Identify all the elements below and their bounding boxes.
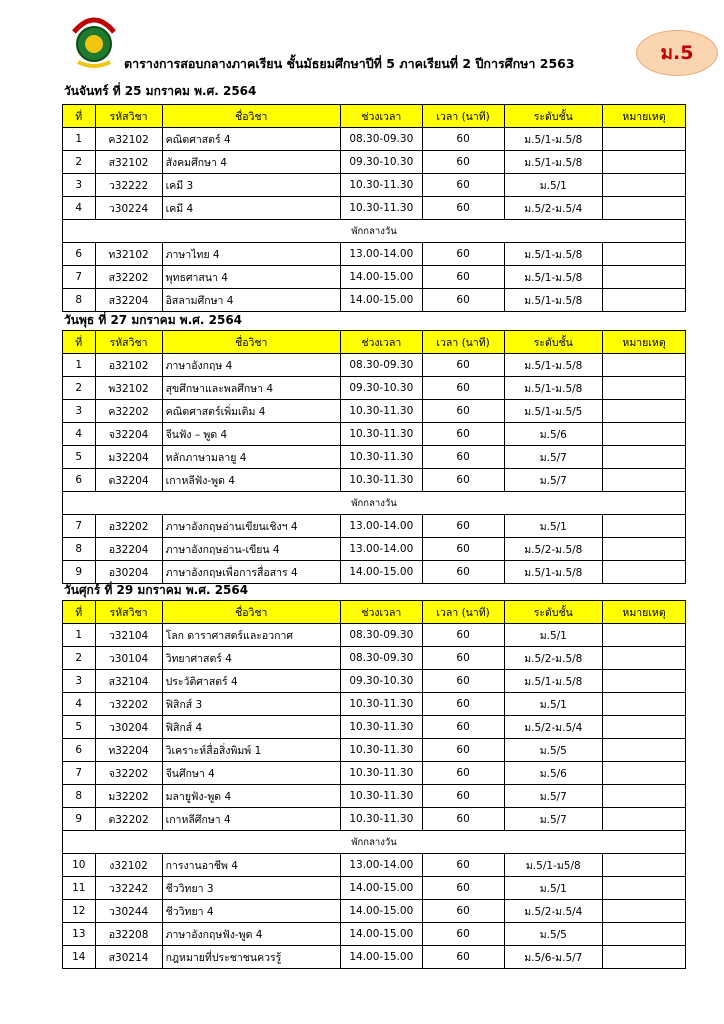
table-cell xyxy=(603,151,686,174)
table-cell xyxy=(603,446,686,469)
table-row xyxy=(63,762,686,785)
table-cell: 09.30-10.30 xyxy=(340,670,422,693)
table-cell: 8 xyxy=(63,289,96,312)
table-cell: 4 xyxy=(63,693,96,716)
table-cell: อ32208 xyxy=(95,923,162,946)
table-cell xyxy=(603,469,686,492)
table-cell: 10.30-11.30 xyxy=(340,446,422,469)
table-cell: 60 xyxy=(422,624,504,647)
table-cell xyxy=(603,624,686,647)
table-cell: ม32204 xyxy=(95,446,162,469)
table-cell: ม.5/2-ม.5/4 xyxy=(504,716,603,739)
column-header: รหัสวิชา xyxy=(95,331,162,354)
column-header: ช่วงเวลา xyxy=(340,601,422,624)
column-header: ระดับชั้น xyxy=(504,105,603,128)
table-cell: 10 xyxy=(63,854,96,877)
table-cell: 60 xyxy=(422,197,504,220)
table-row xyxy=(63,538,686,561)
table-cell: ชีววิทยา 3 xyxy=(162,877,340,900)
table-cell: เคมี 4 xyxy=(162,197,340,220)
table-cell: ว30104 xyxy=(95,647,162,670)
table-cell: 08.30-09.30 xyxy=(340,128,422,151)
table-cell: ม.5/2-ม.5/4 xyxy=(504,197,603,220)
lunch-break-label: พักกลางวัน xyxy=(63,831,686,854)
table-cell: 60 xyxy=(422,946,504,969)
column-header: ชื่อวิชา xyxy=(162,331,340,354)
table-cell: 60 xyxy=(422,289,504,312)
table-cell: สังคมศึกษา 4 xyxy=(162,151,340,174)
table-row xyxy=(63,469,686,492)
table-cell: วิเคราะห์สื่อสิ่งพิมพ์ 1 xyxy=(162,739,340,762)
table-cell: ส32102 xyxy=(95,151,162,174)
table-cell: ม.5/1-ม.5/8 xyxy=(504,670,603,693)
table-cell: ม.5/1-ม.5/8 xyxy=(504,243,603,266)
table-cell xyxy=(603,693,686,716)
table-cell: 4 xyxy=(63,197,96,220)
day-heading: วันพุธ ที่ 27 มกราคม พ.ศ. 2564 xyxy=(64,313,243,327)
table-cell: ท32204 xyxy=(95,739,162,762)
table-cell: 60 xyxy=(422,400,504,423)
table-cell: ม.5/7 xyxy=(504,785,603,808)
table-cell: ม.5/6-ม.5/7 xyxy=(504,946,603,969)
table-cell: 60 xyxy=(422,877,504,900)
table-cell: 14.00-15.00 xyxy=(340,877,422,900)
table-cell xyxy=(603,946,686,969)
column-header: เวลา (นาที) xyxy=(422,105,504,128)
table-cell: คณิตศาสตร์ 4 xyxy=(162,128,340,151)
table-cell: 60 xyxy=(422,693,504,716)
column-header: หมายเหตุ xyxy=(603,331,686,354)
lunch-break-label: พักกลางวัน xyxy=(63,492,686,515)
table-cell: 1 xyxy=(63,128,96,151)
table-cell xyxy=(603,515,686,538)
table-cell: ส30214 xyxy=(95,946,162,969)
table-cell xyxy=(603,785,686,808)
table-cell: ท32102 xyxy=(95,243,162,266)
table-cell: เกาหลีฟัง-พูด 4 xyxy=(162,469,340,492)
table-cell: 60 xyxy=(422,354,504,377)
table-row xyxy=(63,128,686,151)
table-cell: อ32204 xyxy=(95,538,162,561)
column-header: ชื่อวิชา xyxy=(162,601,340,624)
table-cell xyxy=(603,647,686,670)
table-cell: 13.00-14.00 xyxy=(340,243,422,266)
table-cell: ง32102 xyxy=(95,854,162,877)
table-cell: ประวัติศาสตร์ 4 xyxy=(162,670,340,693)
table-cell: 14.00-15.00 xyxy=(340,266,422,289)
table-cell: พุทธศาสนา 4 xyxy=(162,266,340,289)
table-cell xyxy=(603,762,686,785)
table-cell: 60 xyxy=(422,647,504,670)
table-cell: ว32202 xyxy=(95,693,162,716)
day-heading: วันศุกร์ ที่ 29 มกราคม พ.ศ. 2564 xyxy=(64,583,249,597)
table-cell: 60 xyxy=(422,808,504,831)
table-cell: 10.30-11.30 xyxy=(340,423,422,446)
table-cell: 14.00-15.00 xyxy=(340,946,422,969)
table-row xyxy=(63,243,686,266)
table-cell: ม.5/2-ม.5/4 xyxy=(504,900,603,923)
table-cell: 60 xyxy=(422,446,504,469)
table-row xyxy=(63,716,686,739)
column-header: รหัสวิชา xyxy=(95,601,162,624)
table-cell: 10.30-11.30 xyxy=(340,785,422,808)
table-cell: หลักภาษามลายู 4 xyxy=(162,446,340,469)
table-row xyxy=(63,854,686,877)
table-row xyxy=(63,377,686,400)
table-cell xyxy=(603,354,686,377)
table-row xyxy=(63,515,686,538)
table-cell: พ32102 xyxy=(95,377,162,400)
table-cell: มลายูฟัง-พูด 4 xyxy=(162,785,340,808)
column-header: ที่ xyxy=(63,601,96,624)
table-cell: 3 xyxy=(63,400,96,423)
table-cell: ส32104 xyxy=(95,670,162,693)
table-cell: 3 xyxy=(63,670,96,693)
table-cell: จีนฟัง – พูด 4 xyxy=(162,423,340,446)
table-header-row xyxy=(63,105,686,128)
table-cell: ค32202 xyxy=(95,400,162,423)
table-cell xyxy=(603,289,686,312)
table-cell: 60 xyxy=(422,151,504,174)
table-cell: ชีววิทยา 4 xyxy=(162,900,340,923)
table-cell: 6 xyxy=(63,469,96,492)
table-row xyxy=(63,647,686,670)
table-row xyxy=(63,900,686,923)
column-header: รหัสวิชา xyxy=(95,105,162,128)
table-row xyxy=(63,670,686,693)
table-cell: 60 xyxy=(422,854,504,877)
table-cell xyxy=(603,197,686,220)
table-cell: 13.00-14.00 xyxy=(340,854,422,877)
table-cell: อ30204 xyxy=(95,561,162,584)
table-cell: ว30224 xyxy=(95,197,162,220)
day-heading: วันจันทร์ ที่ 25 มกราคม พ.ศ. 2564 xyxy=(64,84,257,98)
table-cell: สุขศึกษาและพลศึกษา 4 xyxy=(162,377,340,400)
table-cell: 8 xyxy=(63,538,96,561)
table-cell: ภาษาอังกฤษอ่าน-เขียน 4 xyxy=(162,538,340,561)
column-header: ช่วงเวลา xyxy=(340,105,422,128)
table-row xyxy=(63,923,686,946)
table-row xyxy=(63,739,686,762)
table-cell: 7 xyxy=(63,266,96,289)
table-cell: 09.30-10.30 xyxy=(340,151,422,174)
table-cell xyxy=(603,561,686,584)
document-title: ตารางการสอบกลางภาคเรียน ชั้นมัธยมศึกษาปีที่ 5 ภาคเรียนที่ 2 ปีการศึกษา 2563 xyxy=(124,56,575,71)
lunch-break-row xyxy=(63,220,686,243)
table-cell xyxy=(603,266,686,289)
table-cell: 12 xyxy=(63,900,96,923)
table-cell: ว32222 xyxy=(95,174,162,197)
table-cell: เคมี 3 xyxy=(162,174,340,197)
table-cell: 1 xyxy=(63,354,96,377)
table-cell xyxy=(603,854,686,877)
table-row xyxy=(63,174,686,197)
lunch-break-label: พักกลางวัน xyxy=(63,220,686,243)
table-cell: 10.30-11.30 xyxy=(340,808,422,831)
table-row xyxy=(63,446,686,469)
table-cell: ม.5/1-ม.5/8 xyxy=(504,151,603,174)
table-cell: ม.5/5 xyxy=(504,923,603,946)
table-cell: 8 xyxy=(63,785,96,808)
lunch-break-row xyxy=(63,831,686,854)
table-cell: 6 xyxy=(63,243,96,266)
schedule-table xyxy=(62,104,686,312)
table-cell: 14.00-15.00 xyxy=(340,289,422,312)
table-row xyxy=(63,693,686,716)
table-cell: 13.00-14.00 xyxy=(340,515,422,538)
table-cell: 60 xyxy=(422,243,504,266)
table-cell: 60 xyxy=(422,538,504,561)
table-cell: 10.30-11.30 xyxy=(340,174,422,197)
table-cell xyxy=(603,900,686,923)
table-cell: ม.5/6 xyxy=(504,762,603,785)
table-cell: 10.30-11.30 xyxy=(340,469,422,492)
table-cell: ม.5/7 xyxy=(504,469,603,492)
table-cell: ม.5/1-ม.5/8 xyxy=(504,289,603,312)
column-header: ที่ xyxy=(63,331,96,354)
table-cell: ว30204 xyxy=(95,716,162,739)
table-cell: 9 xyxy=(63,808,96,831)
column-header: ช่วงเวลา xyxy=(340,331,422,354)
table-cell: ภาษาอังกฤษ 4 xyxy=(162,354,340,377)
table-row xyxy=(63,400,686,423)
table-cell: ม.5/1-ม.5/8 xyxy=(504,266,603,289)
table-cell: 2 xyxy=(63,377,96,400)
table-cell: ว32242 xyxy=(95,877,162,900)
table-cell: อ32202 xyxy=(95,515,162,538)
table-cell: 60 xyxy=(422,900,504,923)
table-cell: 08.30-09.30 xyxy=(340,624,422,647)
table-cell: 08.30-09.30 xyxy=(340,647,422,670)
table-cell: 7 xyxy=(63,762,96,785)
table-cell: ว32104 xyxy=(95,624,162,647)
table-cell: 10.30-11.30 xyxy=(340,693,422,716)
table-cell: ม.5/1 xyxy=(504,877,603,900)
table-cell: ม.5/1-ม5/8 xyxy=(504,854,603,877)
table-cell: ส32204 xyxy=(95,289,162,312)
table-cell: 7 xyxy=(63,515,96,538)
table-cell: จีนศึกษา 4 xyxy=(162,762,340,785)
table-cell xyxy=(603,808,686,831)
table-cell: 14.00-15.00 xyxy=(340,923,422,946)
table-cell: ว30244 xyxy=(95,900,162,923)
table-cell: ต32202 xyxy=(95,808,162,831)
table-cell: 5 xyxy=(63,446,96,469)
table-cell: ม32202 xyxy=(95,785,162,808)
table-cell: ภาษาอังกฤษฟัง-พูด 4 xyxy=(162,923,340,946)
column-header: หมายเหตุ xyxy=(603,601,686,624)
table-cell: ม.5/7 xyxy=(504,808,603,831)
table-cell: 10.30-11.30 xyxy=(340,400,422,423)
table-cell xyxy=(603,739,686,762)
table-cell: 60 xyxy=(422,515,504,538)
table-cell: 14.00-15.00 xyxy=(340,561,422,584)
lunch-break-row xyxy=(63,492,686,515)
table-cell: ค32102 xyxy=(95,128,162,151)
table-cell: 6 xyxy=(63,739,96,762)
table-row xyxy=(63,624,686,647)
table-cell: ม.5/1-ม.5/8 xyxy=(504,128,603,151)
table-cell: โลก ดาราศาสตร์และอวกาศ xyxy=(162,624,340,647)
table-cell: 13 xyxy=(63,923,96,946)
table-cell: ม.5/1-ม.5/8 xyxy=(504,561,603,584)
table-row xyxy=(63,423,686,446)
table-cell: เกาหลีศึกษา 4 xyxy=(162,808,340,831)
table-row xyxy=(63,151,686,174)
table-cell: ม.5/6 xyxy=(504,423,603,446)
table-cell: 08.30-09.30 xyxy=(340,354,422,377)
table-cell: ม.5/1 xyxy=(504,515,603,538)
table-cell: ม.5/1 xyxy=(504,624,603,647)
table-cell: การงานอาชีพ 4 xyxy=(162,854,340,877)
table-cell: 60 xyxy=(422,423,504,446)
table-cell xyxy=(603,923,686,946)
table-cell xyxy=(603,538,686,561)
table-row xyxy=(63,946,686,969)
table-cell xyxy=(603,877,686,900)
table-cell: 60 xyxy=(422,377,504,400)
table-cell: 60 xyxy=(422,561,504,584)
table-cell: 60 xyxy=(422,739,504,762)
grade-badge: ม.5 xyxy=(636,30,718,76)
table-cell xyxy=(603,377,686,400)
table-cell: 60 xyxy=(422,762,504,785)
table-cell xyxy=(603,243,686,266)
table-cell: ม.5/1-ม.5/8 xyxy=(504,377,603,400)
table-cell: 14 xyxy=(63,946,96,969)
table-cell: 60 xyxy=(422,469,504,492)
table-cell: 14.00-15.00 xyxy=(340,900,422,923)
school-logo xyxy=(68,12,120,68)
column-header: ที่ xyxy=(63,105,96,128)
table-cell: ฟิสิกส์ 3 xyxy=(162,693,340,716)
table-cell: อิสลามศึกษา 4 xyxy=(162,289,340,312)
column-header: หมายเหตุ xyxy=(603,105,686,128)
column-header: ชื่อวิชา xyxy=(162,105,340,128)
table-cell: 9 xyxy=(63,561,96,584)
table-cell: ม.5/7 xyxy=(504,446,603,469)
table-cell: 09.30-10.30 xyxy=(340,377,422,400)
table-cell: ภาษาอังกฤษเพื่อการสื่อสาร 4 xyxy=(162,561,340,584)
table-cell xyxy=(603,128,686,151)
table-header-row xyxy=(63,601,686,624)
table-cell: 13.00-14.00 xyxy=(340,538,422,561)
table-cell: 10.30-11.30 xyxy=(340,197,422,220)
table-cell: 60 xyxy=(422,266,504,289)
table-cell xyxy=(603,716,686,739)
table-row xyxy=(63,354,686,377)
table-cell: 10.30-11.30 xyxy=(340,739,422,762)
table-row xyxy=(63,785,686,808)
table-cell: ม.5/2-ม.5/8 xyxy=(504,647,603,670)
table-cell: 10.30-11.30 xyxy=(340,762,422,785)
schedule-table xyxy=(62,600,686,969)
column-header: ระดับชั้น xyxy=(504,601,603,624)
table-cell: ภาษาอังกฤษอ่านเขียนเชิงฯ 4 xyxy=(162,515,340,538)
table-cell: ม.5/1-ม.5/8 xyxy=(504,354,603,377)
column-header: ระดับชั้น xyxy=(504,331,603,354)
table-cell: ฟิสิกส์ 4 xyxy=(162,716,340,739)
table-cell: จ32204 xyxy=(95,423,162,446)
table-cell: ต32204 xyxy=(95,469,162,492)
table-cell xyxy=(603,670,686,693)
table-cell: 3 xyxy=(63,174,96,197)
table-row xyxy=(63,289,686,312)
table-cell xyxy=(603,174,686,197)
table-cell: 5 xyxy=(63,716,96,739)
column-header: เวลา (นาที) xyxy=(422,601,504,624)
table-cell: 2 xyxy=(63,647,96,670)
table-cell: 60 xyxy=(422,716,504,739)
table-cell: อ32102 xyxy=(95,354,162,377)
table-row xyxy=(63,808,686,831)
table-cell xyxy=(603,400,686,423)
column-header: เวลา (นาที) xyxy=(422,331,504,354)
table-cell: 60 xyxy=(422,670,504,693)
table-cell: กฎหมายที่ประชาชนควรรู้ xyxy=(162,946,340,969)
table-cell: ม.5/1 xyxy=(504,174,603,197)
table-cell: จ32202 xyxy=(95,762,162,785)
table-cell: 60 xyxy=(422,923,504,946)
table-cell: 60 xyxy=(422,785,504,808)
table-cell: 2 xyxy=(63,151,96,174)
table-cell: ส32202 xyxy=(95,266,162,289)
table-cell: ม.5/1 xyxy=(504,693,603,716)
table-cell: วิทยาศาสตร์ 4 xyxy=(162,647,340,670)
table-cell: ม.5/2-ม.5/8 xyxy=(504,538,603,561)
table-header-row xyxy=(63,331,686,354)
table-cell: 11 xyxy=(63,877,96,900)
table-cell xyxy=(603,423,686,446)
table-cell: ม.5/5 xyxy=(504,739,603,762)
table-cell: 60 xyxy=(422,128,504,151)
schedule-table xyxy=(62,330,686,584)
table-cell: 60 xyxy=(422,174,504,197)
table-cell: 1 xyxy=(63,624,96,647)
table-row xyxy=(63,877,686,900)
table-cell: 4 xyxy=(63,423,96,446)
table-cell: ม.5/1-ม.5/5 xyxy=(504,400,603,423)
table-cell: คณิตศาสตร์เพิ่มเติม 4 xyxy=(162,400,340,423)
table-cell: ภาษาไทย 4 xyxy=(162,243,340,266)
table-row xyxy=(63,266,686,289)
table-row xyxy=(63,197,686,220)
table-cell: 10.30-11.30 xyxy=(340,716,422,739)
